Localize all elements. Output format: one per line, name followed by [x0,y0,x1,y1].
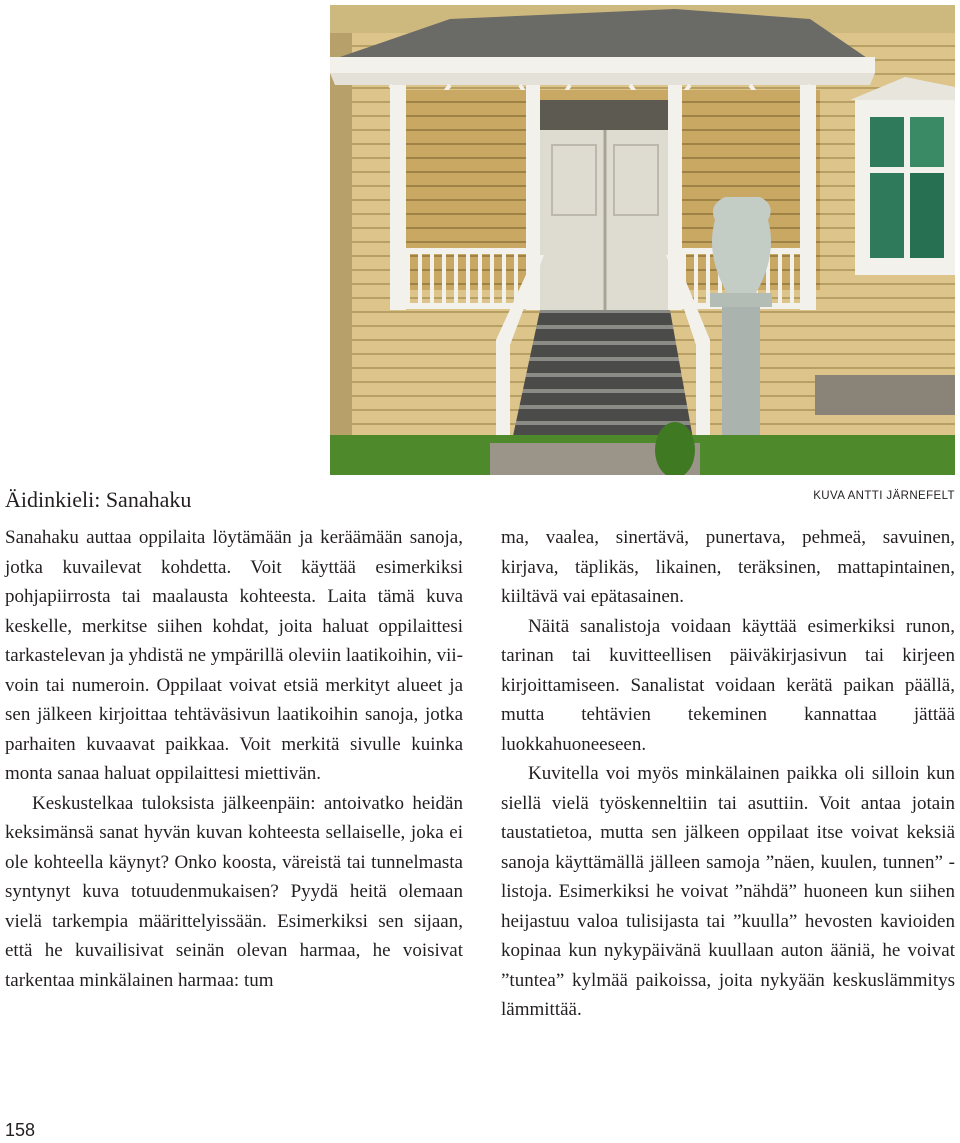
paragraph: Kuvitella voi myös minkälainen paikka oli silloin kun siellä vielä työskenneltiin tai asuttiin. Voit antaa jotain taustatietoa, mutta sen jälkeen oppilaat itse voivat keksiä sanoja käyttämällä jälleen samoja ”näen, kuulen, tunnen” -listoja. Esimerkiksi he voivat ”nähdä” huoneen kun siihen heijastuu valoa tulisijasta tai ”kuulla” hevosten kavioiden kopinaa kun nykypäivänä kuullaan auton ääniä, he voivat ”tuntea” kylmää paikoissa, joita nykyään keskuslämmitys lämmittää. [501,763,955,1020]
paragraph: Näitä sanalistoja voidaan käyttää esimerkiksi runon, tarinan tai kuvitteellisen päiväkirjasivun tai kirjeen kirjoittamiseen. Sanalistat voidaan kerätä paikan päällä, mutta tehtävien tekeminen kannattaa jättää luokkahuoneeseen. [501,615,955,755]
house-porch-photo [330,5,955,475]
section-heading: Äidinkieli: Sanahaku [5,487,192,512]
right-column [501,523,955,1025]
left-column [5,523,463,995]
house-porch-illustration [330,5,955,475]
page-number: 158 [5,1120,36,1140]
urn [712,197,771,295]
paragraph: Keskustelkaa tuloksista jälkeenpäin: antoivatko heidän keksimänsä sanat hyvän kuvan kohteesta sellaiselle, joka ei ole kohteella käynyt? Onko koosta, väreistä tai tunnelmasta syntynyt kuva totuudenmukaisen? Pyydä heitä olemaan vielä tarkempia määrittelyissään. Esimerkiksi sen sijaan, että he kuvailisivat seinän olevan harmaa, he voisivat tarkentaa minkälainen harmaa: tum [5,792,463,991]
paragraph: Sanahaku auttaa oppilaita löytämään ja keräämään sanoja, jotka kuvailevat kohdetta. Voit käyttää esimerkiksi pohjapiirrosta tai maalausta kohteesta. Laita tämä kuva keskelle, merkitse siihen kohdat, joita haluat oppilaittesi tarkastelevan ja yhdistä ne ympärillä oleviin laatikoihin, viivoin tai numeroin. Oppilaat voivat etsiä merkityt alueet ja sen jälkeen kirjoittaa tehtäväsivun laatikoihin sanoja, jotka parhaiten kuvaavat paikkaa. Voit merkitä sivulle kuinka monta sanaa haluat oppilaittesi miettivän. [5,527,463,784]
paragraph: ma, vaalea, sinertävä, punertava, pehmeä, savuinen, kirjava, täplikäs, likainen, teräksinen, mattapintainen, kiiltävä vai epätasainen. [501,527,955,607]
photo-credit: KUVA ANTTI JÄRNEFELT [813,490,955,502]
